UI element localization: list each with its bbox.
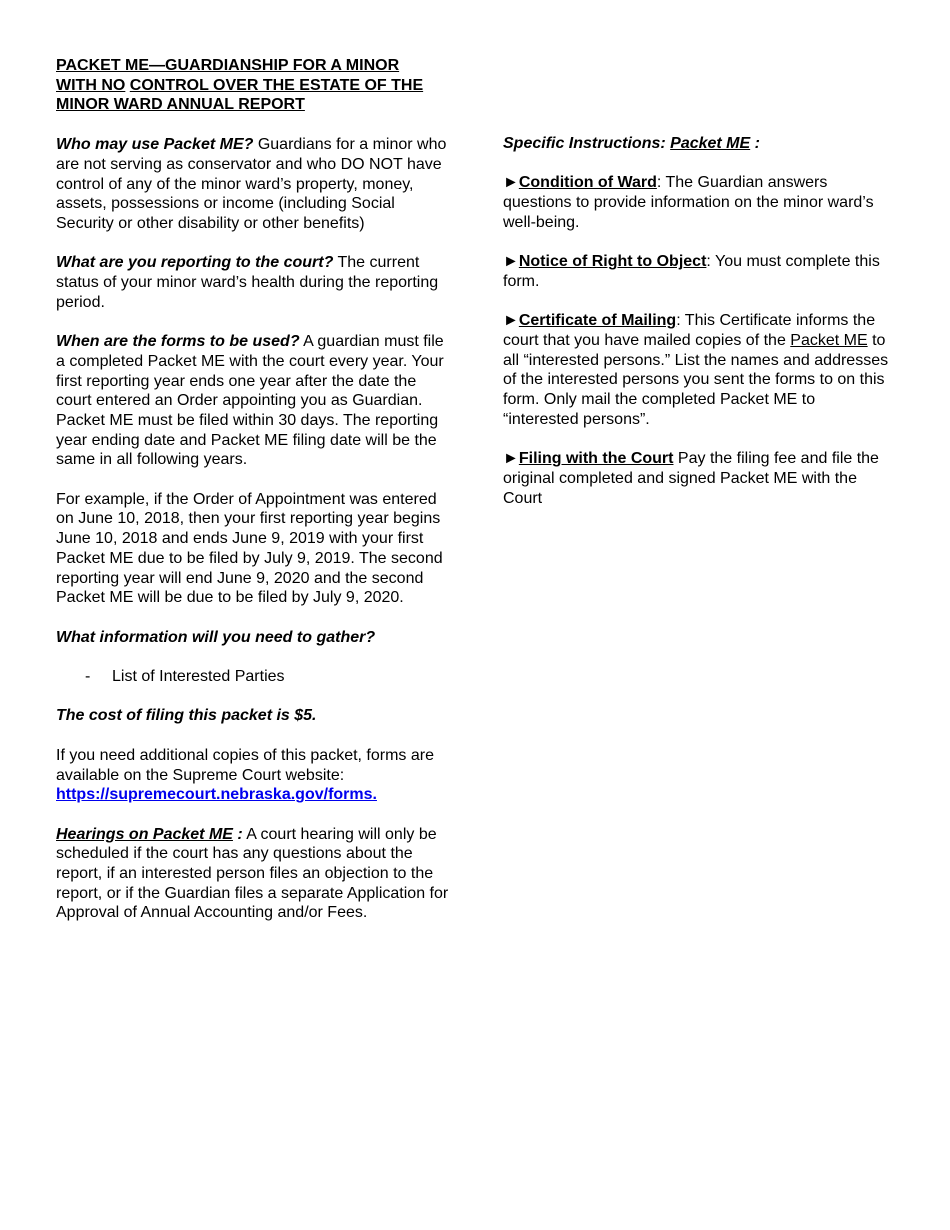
arrow-icon: ► (503, 174, 519, 192)
title-line-2a: WITH NO (56, 76, 126, 94)
list-item-label: List of Interested Parties (112, 668, 285, 686)
condition-section (503, 173, 895, 232)
title-line-3: MINOR WARD ANNUAL REPORT (56, 96, 305, 114)
when-text: A guardian must file a completed Packet ME with the court every year. Your first reporting year ends one year after the date the court entered an Order appointing you as Guardian. Packet ME must be filed within 30 days. The reporting year ending date and Packet ME filing date will be the same in all following years. (56, 333, 444, 469)
filing-label: Filing with the Court (518, 450, 674, 468)
condition-text: : The Guardian answers questions to provide information on the minor ward’s well-being. (503, 174, 874, 231)
filing-text: Pay the filing fee and file the original completed and signed Packet ME with the Court (503, 450, 879, 507)
certificate-section (503, 311, 895, 429)
certificate-text-1: : This Certificate informs the court that you have mailed copies of the (503, 312, 876, 349)
cost-statement: The cost of filing this packet is $5. (56, 707, 317, 725)
arrow-icon: ► (503, 253, 519, 271)
who-section (56, 135, 456, 234)
what-question: What are you reporting to the court? (56, 254, 334, 272)
who-text: Guardians for a minor who are not serving as conservator and who DO NOT have control of any of the minor ward’s property, money, assets, possessions or income (including Social Security or other disability or other benefits) (56, 136, 447, 232)
hearings-label: Hearings on Packet ME (56, 825, 233, 843)
notice-section (503, 252, 895, 291)
instructions-heading (503, 134, 895, 154)
what-section (56, 253, 456, 312)
certificate-text-2: to all “interested persons.” List the names and addresses of the interested persons you sent the forms to on this form. Only mail the completed Packet ME to “interested persons”. (503, 331, 889, 428)
copies-text: If you need additional copies of this packet, forms are available on the Supreme Court website: (56, 746, 434, 784)
page-title (56, 56, 456, 115)
notice-text: : You must complete this form. (503, 253, 880, 290)
example-paragraph: For example, if the Order of Appointment was entered on June 10, 2018, then your first reporting year begins June 10, 2018 and ends June 9, 2019 with your first Packet ME due to be filed by July 9, 2019. The second reporting year will end June 9, 2020 and the second Packet ME will be due to be filed by July 9, 2020. (56, 490, 443, 607)
arrow-icon: ► (503, 312, 519, 330)
title-line-2c: CONTROL OVER THE ESTATE OF THE (129, 76, 424, 94)
instructions-heading-label: Packet ME (670, 135, 751, 152)
right-column (503, 134, 895, 528)
hearings-text: A court hearing will only be scheduled if the court has any questions about the report, if an interested person files an objection to the report, or if the Guardian files a separate Application for Approval of Annual Accounting and/or Fees. (56, 825, 449, 922)
certificate-packet-ref: Packet ME (790, 331, 868, 349)
forms-website-link[interactable]: https://supremecourt.nebraska.gov/forms. (56, 786, 377, 804)
certificate-label: Certificate of Mailing (518, 312, 677, 330)
filing-section (503, 449, 895, 508)
copies-paragraph (56, 746, 456, 805)
what-text: The current status of your minor ward’s health during the reporting period. (56, 254, 439, 311)
when-question: When are the forms to be used? (56, 333, 300, 351)
who-question: Who may use Packet ME? (56, 136, 254, 154)
title-line-1: PACKET ME—GUARDIANSHIP FOR A MINOR (56, 57, 400, 74)
arrow-icon: ► (503, 450, 519, 468)
hearings-section (56, 825, 456, 924)
left-column (56, 56, 456, 943)
gather-question: What information will you need to gather? (56, 628, 376, 646)
hearings-colon: : (232, 825, 243, 843)
instructions-heading-suffix: : (750, 135, 760, 152)
list-dash: - (85, 668, 91, 686)
when-section (56, 332, 456, 470)
notice-label: Notice of Right to Object (518, 253, 707, 271)
condition-label: Condition of Ward (518, 174, 657, 192)
gather-list (56, 667, 456, 687)
instructions-heading-prefix: Specific Instructions: (503, 135, 671, 152)
list-item (56, 667, 456, 687)
